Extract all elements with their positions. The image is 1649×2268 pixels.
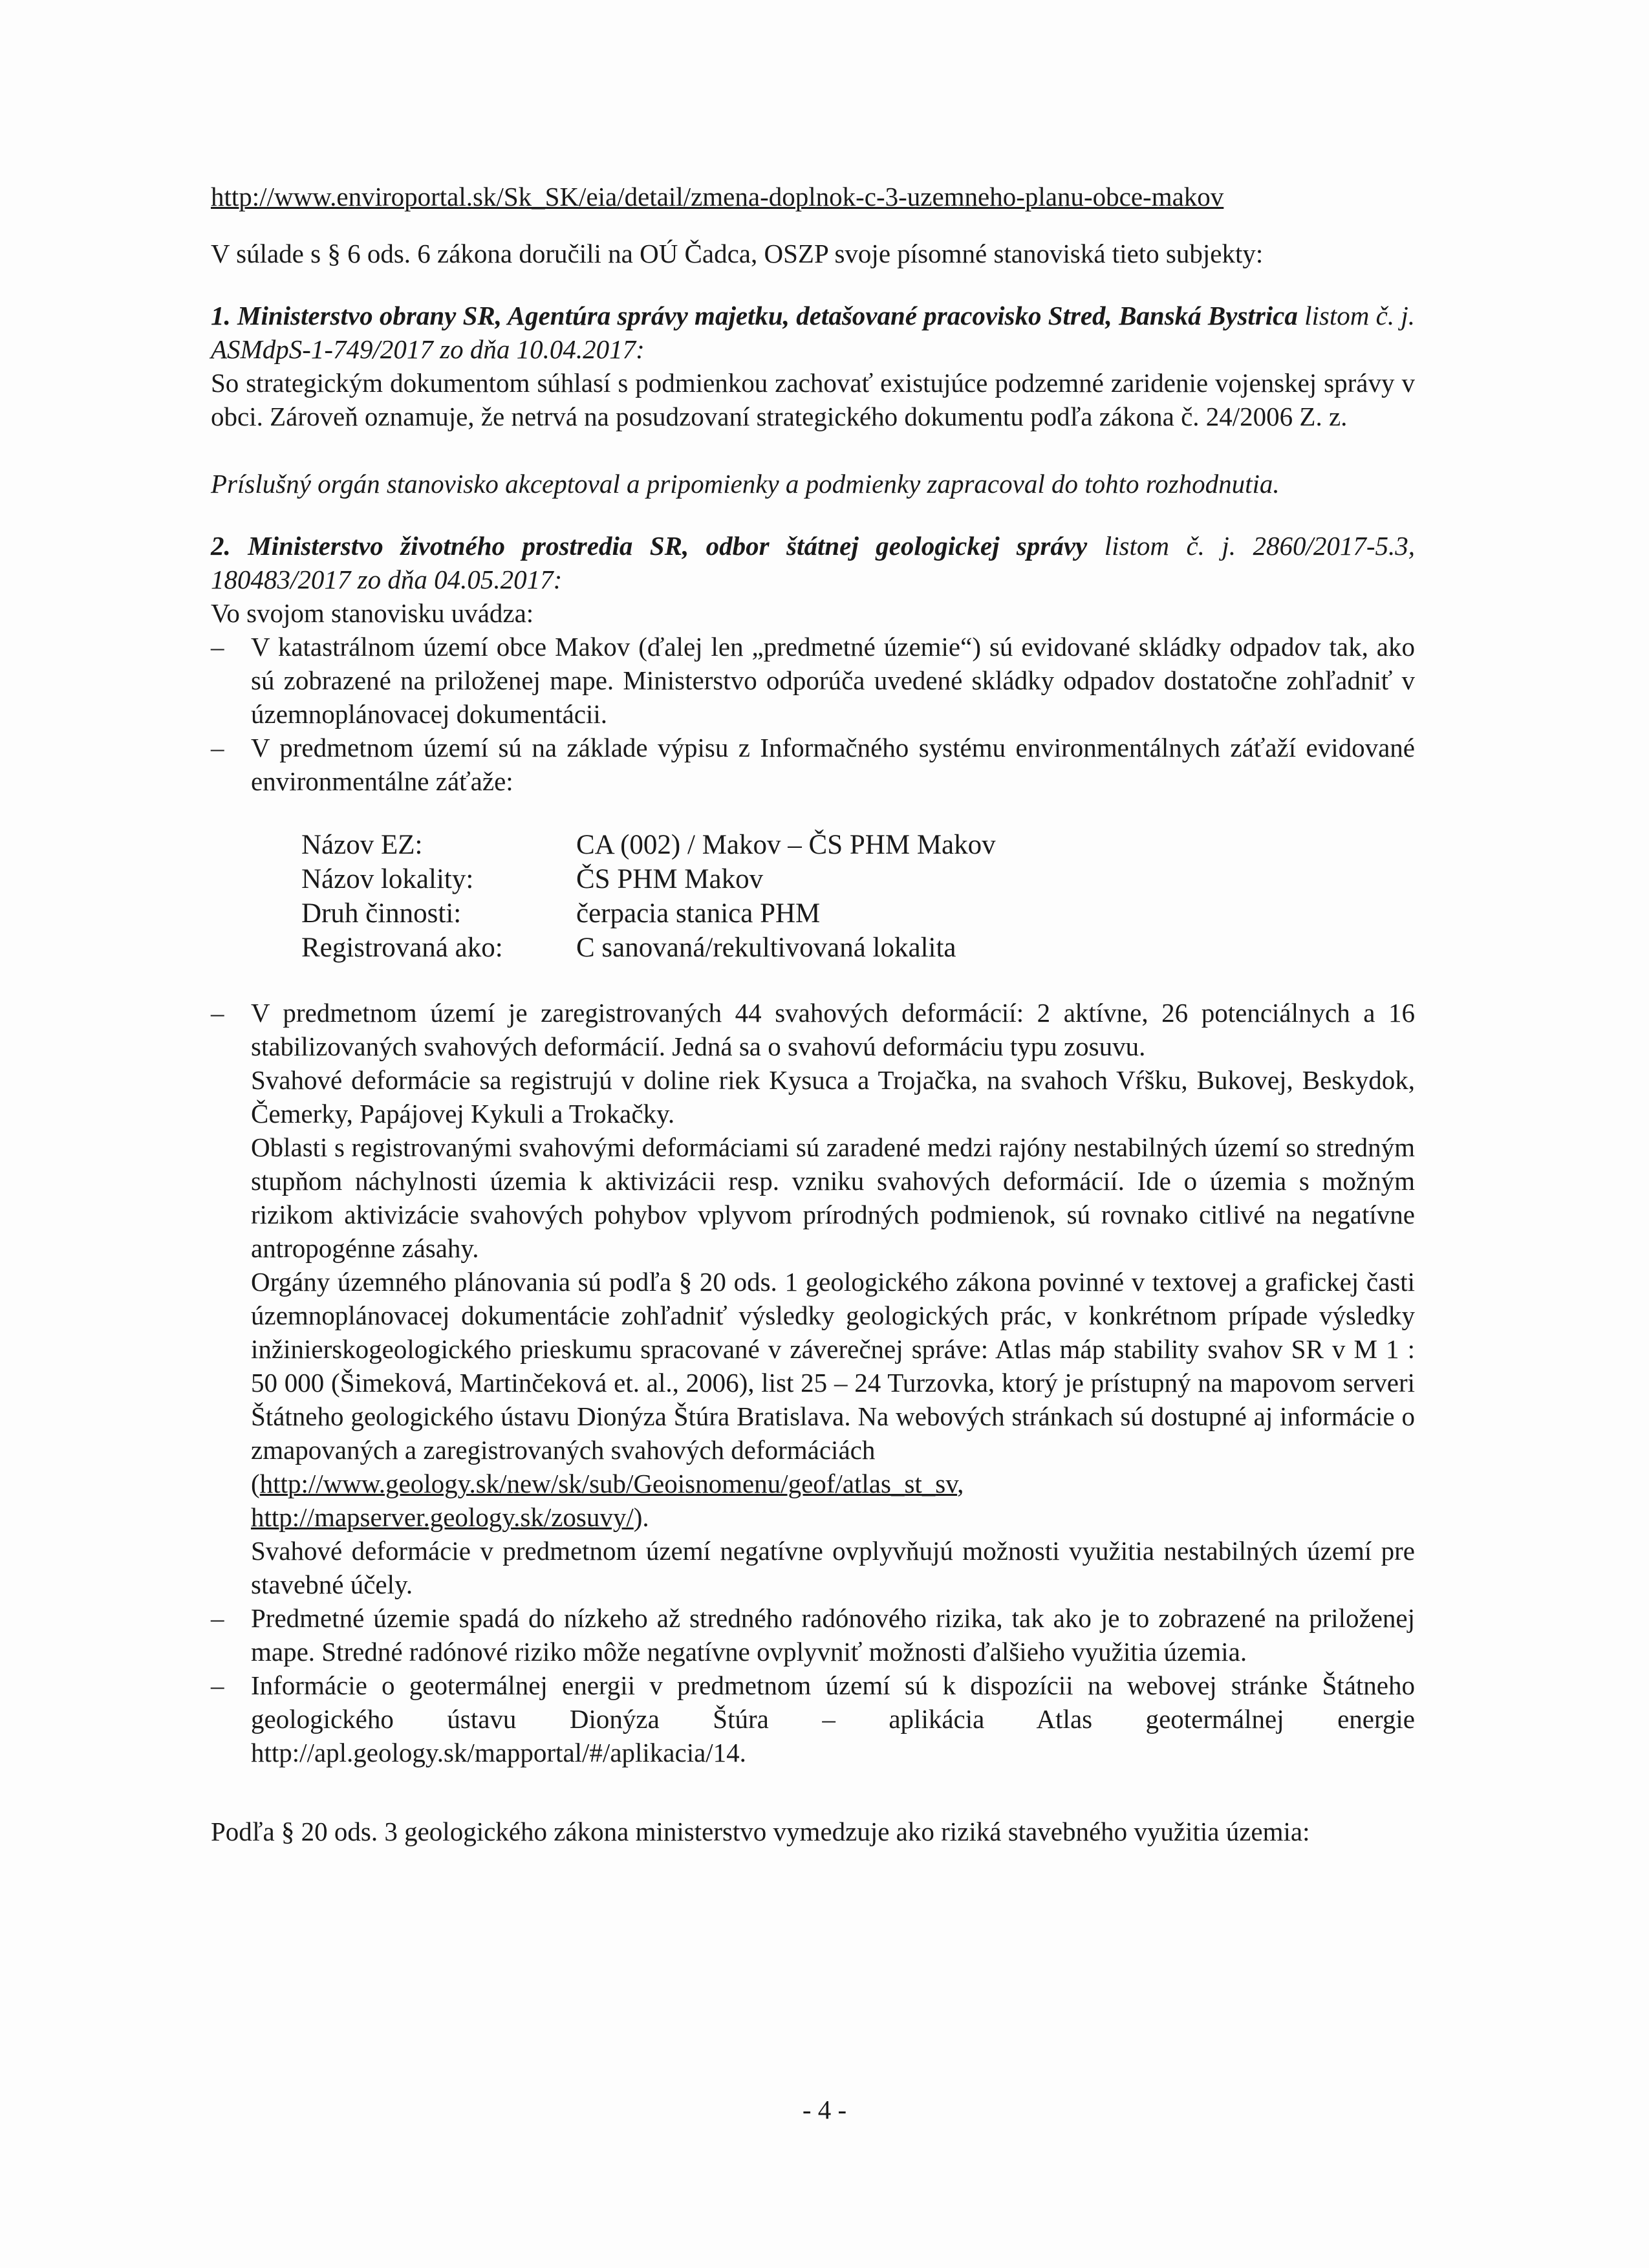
list-item-radon: – Predmetné územie spadá do nízkeho až stredného radónového rizika, tak ako je to zobrazené na priloženej mape. Stredné radónové riziko môže negatívne ovplyvniť možnosti ďalšieho využitia územia. <box>211 1601 1415 1669</box>
ez-label: Názov lokality: <box>301 864 474 894</box>
landslide-paragraph-5: Svahové deformácie v predmetnom území negatívne ovplyvňujú možnosti využitia nestabilných území pre stavebné účely. <box>251 1536 1415 1599</box>
ez-value: C sanovaná/rekultivovaná lokalita <box>576 933 956 963</box>
top-url-line <box>211 180 1415 213</box>
section-1-reference: listom č. j. ASMdpS-1-749/2017 zo dňa 10.04.2017: <box>211 301 1415 364</box>
section-1-title: 1. Ministerstvo obrany SR, Agentúra správy majetku, detašované pracovisko Stred, Banská Bystrica <box>211 301 1298 330</box>
landslide-paragraph-4: Orgány územného plánovania sú podľa § 20 ods. 1 geologického zákona povinné v textovej a grafickej časti územnoplánovacej dokumentácie zohľadniť výsledky geologických prác, v konkrétnom prípade výsledky inžinierskogeologického prieskumu spracované v záverečnej správe: Atlas máp stability svahov SR v M 1 : 50 000 (Šimeková, Martinčeková et. al., 2006), list 25 – 24 Turzovka, ktorý je prístupný na mapovom serveri Štátneho geologického ústavu Dionýza Štúra Bratislava. Na webových stránkach sú dostupné aj informácie o zmapovaných a zaregistrovaných svahových deformáciách <box>251 1267 1415 1465</box>
list-item-landfills: – V katastrálnom území obce Makov (ďalej len „predmetné územie“) sú evidované skládky odpadov tak, ako sú zobrazené na priloženej mape. Ministerstvo odporúča uvedené skládky odpadov dostatočne zohľadniť v územnoplánovacej dokumentácii. <box>211 630 1415 731</box>
ez-value: čerpacia stanica PHM <box>576 898 821 929</box>
table-row <box>301 931 996 965</box>
section-2-reference: listom č. j. 2860/2017-5.3, 180483/2017 zo dňa 04.05.2017: <box>211 531 1416 594</box>
environmental-burden-table <box>301 828 996 965</box>
landslide-paragraph-1: – V predmetnom území je zaregistrovaných 44 svahových deformácií: 2 aktívne, 26 potenciálnych a 16 stabilizovaných svahových deformácií. Jedná sa o svahovú deformáciu typu zosuvu. <box>251 998 1415 1061</box>
ez-label: Druh činnosti: <box>301 898 462 929</box>
list-item-landslides <box>211 996 1415 1601</box>
intro-paragraph: V súlade s § 6 ods. 6 zákona doručili na OÚ Čadca, OSZP svoje písomné stanoviská tieto subjekty: <box>211 239 1264 268</box>
document-body <box>211 175 1415 1848</box>
closing-paragraph: Podľa § 20 ods. 3 geologického zákona ministerstvo vymedzuje ako riziká stavebného využitia územia: <box>211 1817 1310 1846</box>
section-2-lead: Vo svojom stanovisku uvádza: <box>211 598 534 628</box>
landslide-list <box>211 996 1415 1601</box>
section-2-list <box>211 630 1415 798</box>
section-1-conclusion: Príslušný orgán stanovisko akceptoval a pripomienky a podmienky zapracoval do tohto rozhodnutia. <box>211 469 1280 499</box>
section-2-heading <box>211 529 1415 596</box>
landslide-paragraph-3: Oblasti s registrovanými svahovými deformáciami sú zaradené medzi rajóny nestabilných území so stredným stupňom náchylnosti územia k aktivizácii resp. vzniku svahových deformácií. Ide o územia s možným rizikom aktivizácie svahových pohybov vplyvom prírodných podmienok, sú rovnako citlivé na negatívne antropogénne zásahy. <box>251 1132 1415 1263</box>
landslide-paragraph-2: Svahové deformácie sa registrujú v doline riek Kysuca a Trojačka, na svahoch Vŕšku, Bukovej, Beskydok, Čemerky, Papájovej Kykuli a Trokačky. <box>251 1065 1415 1129</box>
landslide-links-line-2: http://mapserver.geology.sk/zosuvy/). <box>251 1502 649 1532</box>
mapserver-landslides-link[interactable]: http://mapserver.geology.sk/zosuvy/ <box>251 1502 634 1532</box>
page-number: - 4 - <box>802 2095 847 2124</box>
ez-label: Registrovaná ako: <box>301 933 503 963</box>
enviroportal-link[interactable]: http://www.enviroportal.sk/Sk_SK/eia/detail/zmena-doplnok-c-3-uzemneho-planu-obce-makov <box>211 182 1224 211</box>
list-item-geothermal: – Informácie o geotermálnej energii v predmetnom území sú k dispozícii na webovej stránke Štátneho geologického ústavu Dionýza Štúra – aplikácia Atlas geotermálnej energie http://apl.geology.sk/mapportal/#/aplikacia/14. <box>211 1669 1415 1769</box>
table-row <box>301 862 996 896</box>
section-1-heading <box>211 299 1415 366</box>
ez-label: Názov EZ: <box>301 830 423 860</box>
table-row <box>301 828 996 862</box>
ez-value: CA (002) / Makov – ČS PHM Makov <box>576 830 996 860</box>
risk-list <box>211 1601 1415 1769</box>
list-item-env-burdens: – V predmetnom území sú na základe výpisu z Informačného systému environmentálnych záťaží evidované environmentálne záťaže: <box>211 731 1415 798</box>
section-2-title: 2. Ministerstvo životného prostredia SR, odbor štátnej geologickej správy <box>211 531 1088 561</box>
landslide-links-line-1: (http://www.geology.sk/new/sk/sub/Geoisnomenu/geof/atlas_st_sv, <box>251 1469 964 1498</box>
section-1-body: So strategickým dokumentom súhlasí s podmienkou zachovať existujúce podzemné zaridenie vojenskej správy v obci. Zároveň oznamuje, že netrvá na posudzovaní strategického dokumentu podľa zákona č. 24/2006 Z. z. <box>211 368 1415 431</box>
geology-atlas-link[interactable]: http://www.geology.sk/new/sk/sub/Geoisnomenu/geof/atlas_st_sv <box>259 1469 958 1498</box>
table-row <box>301 896 996 931</box>
ez-value: ČS PHM Makov <box>576 864 764 894</box>
